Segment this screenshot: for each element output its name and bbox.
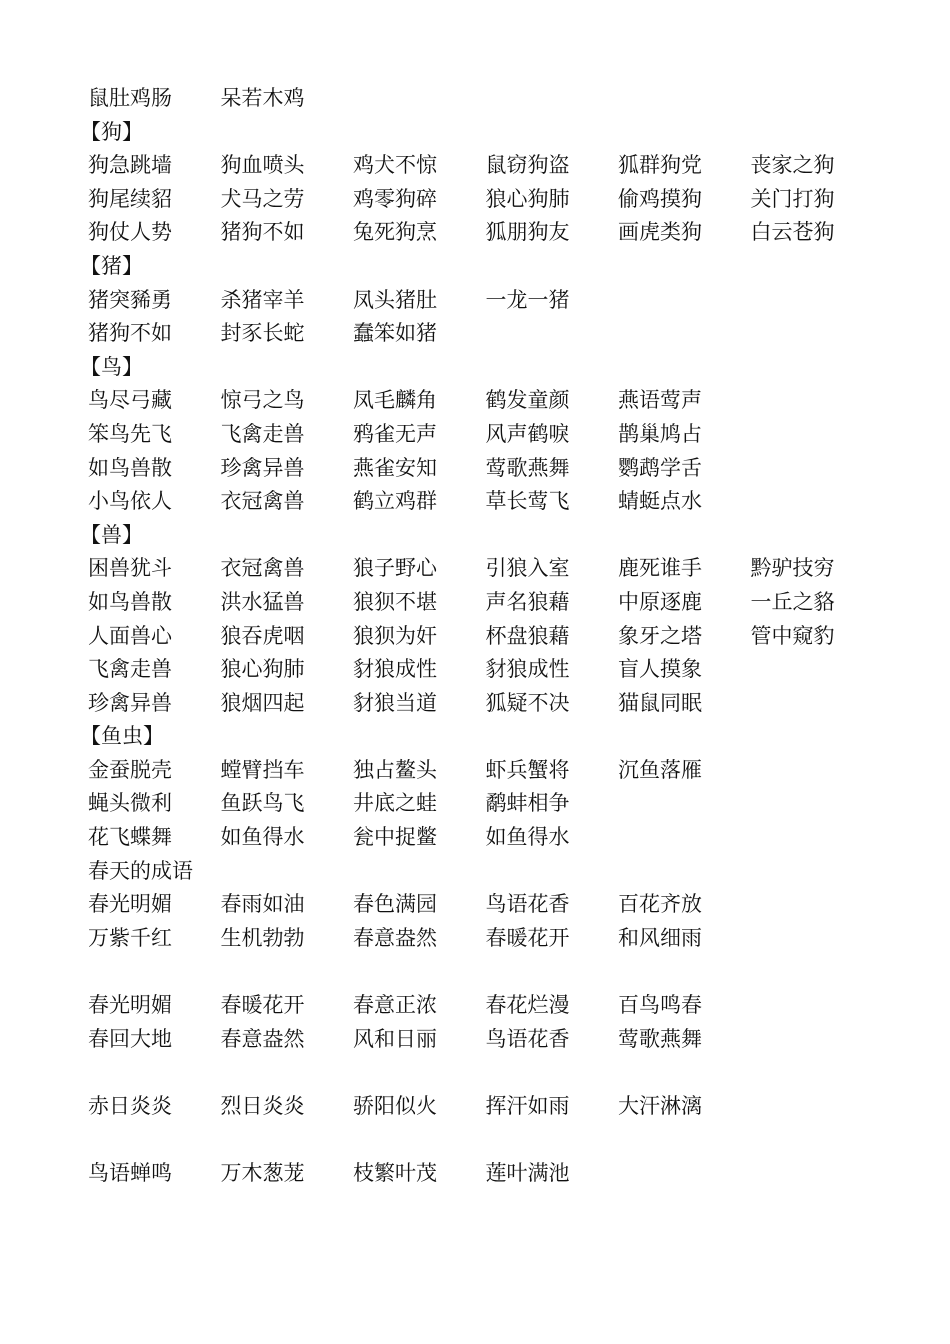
blank-line <box>88 955 888 989</box>
idiom: 白云苍狗 <box>750 220 835 245</box>
idiom: 猪狗不如 <box>88 321 172 346</box>
idiom: 如鸟兽散 <box>88 455 172 480</box>
idiom: 管中窥豹 <box>750 623 835 648</box>
idiom: 衣冠禽兽 <box>220 556 305 581</box>
section-heading-text: 【猪】 <box>80 253 143 278</box>
idiom: 人面兽心 <box>88 623 172 648</box>
idiom: 鱼跃鸟飞 <box>220 791 305 816</box>
idiom: 百鸟鸣春 <box>618 993 702 1018</box>
idiom-row <box>88 485 888 519</box>
idiom: 猪狗不如 <box>220 220 305 245</box>
idiom: 犬马之劳 <box>220 186 305 211</box>
idiom: 引狼入室 <box>485 556 570 581</box>
idiom: 丧家之狗 <box>750 153 835 178</box>
idiom: 珍禽异兽 <box>88 690 172 715</box>
idiom: 鸡零狗碎 <box>353 186 437 211</box>
blank-line <box>88 1056 888 1090</box>
idiom: 烈日炎炎 <box>220 1093 305 1118</box>
idiom: 凤毛麟角 <box>353 388 437 413</box>
idiom: 鼠窃狗盗 <box>485 153 570 178</box>
idiom: 花飞蝶舞 <box>88 825 172 850</box>
idiom: 草长莺飞 <box>485 489 570 514</box>
idiom: 金蚕脱壳 <box>88 757 172 782</box>
idiom: 瓮中捉鳖 <box>353 825 437 850</box>
idiom: 猪突豨勇 <box>88 287 172 312</box>
idiom-row <box>88 687 888 721</box>
idiom: 燕雀安知 <box>353 455 437 480</box>
idiom-row <box>88 552 888 586</box>
idiom-row <box>88 452 888 486</box>
idiom: 鸟语花香 <box>485 1026 570 1051</box>
idiom-row <box>88 855 888 889</box>
idiom: 鸟语花香 <box>485 892 570 917</box>
idiom: 春暖花开 <box>485 925 570 950</box>
idiom: 珍禽异兽 <box>220 455 305 480</box>
idiom: 小鸟依人 <box>88 489 172 514</box>
idiom-row <box>88 149 888 183</box>
idiom: 一丘之貉 <box>750 589 835 614</box>
idiom: 春回大地 <box>88 1026 172 1051</box>
idiom: 鸡犬不惊 <box>353 153 437 178</box>
idiom: 狼吞虎咽 <box>220 623 305 648</box>
idiom-row <box>88 1090 888 1124</box>
idiom: 如鱼得水 <box>485 825 570 850</box>
idiom: 鸦雀无声 <box>353 421 437 446</box>
idiom: 衣冠禽兽 <box>220 489 305 514</box>
idiom-row <box>88 183 888 217</box>
idiom-row <box>88 1023 888 1057</box>
idiom: 凤头猪肚 <box>353 287 437 312</box>
section-heading-text: 【鱼虫】 <box>80 724 164 749</box>
idiom: 鼠肚鸡肠 <box>88 86 172 110</box>
idiom: 沉鱼落雁 <box>618 757 702 782</box>
idiom: 黔驴技穷 <box>750 556 835 581</box>
idiom: 春光明媚 <box>88 993 172 1018</box>
idiom: 蜻蜓点水 <box>618 489 702 514</box>
idiom: 狼烟四起 <box>220 690 305 715</box>
idiom: 一龙一猪 <box>485 287 570 312</box>
section-heading <box>80 116 888 150</box>
idiom: 画虎类狗 <box>618 220 702 245</box>
section-heading <box>80 720 888 754</box>
idiom: 豺狼成性 <box>485 657 570 682</box>
idiom: 鹿死谁手 <box>618 556 702 581</box>
idiom-row <box>88 586 888 620</box>
idiom: 赤日炎炎 <box>88 1093 172 1118</box>
idiom: 封豕长蛇 <box>220 321 305 346</box>
idiom: 豺狼当道 <box>353 690 437 715</box>
idiom: 杀猪宰羊 <box>220 287 305 312</box>
idiom: 声名狼藉 <box>485 589 570 614</box>
idiom: 豺狼成性 <box>353 657 437 682</box>
idiom: 螳臂挡车 <box>220 757 305 782</box>
idiom: 杯盘狼藉 <box>485 623 570 648</box>
idiom: 鹬蚌相争 <box>485 791 570 816</box>
idiom: 象牙之塔 <box>618 623 702 648</box>
idiom: 春暖花开 <box>220 993 305 1018</box>
idiom: 莺歌燕舞 <box>618 1026 702 1051</box>
idiom: 和风细雨 <box>618 925 702 950</box>
idiom: 大汗淋漓 <box>618 1093 702 1118</box>
idiom: 笨鸟先飞 <box>88 421 172 446</box>
idiom: 洪水猛兽 <box>220 589 305 614</box>
idiom: 燕语莺声 <box>618 388 702 413</box>
idiom: 鸟尽弓藏 <box>88 388 172 413</box>
idiom: 猫鼠同眠 <box>618 690 702 715</box>
idiom: 偷鸡摸狗 <box>618 186 702 211</box>
idiom: 飞禽走兽 <box>220 421 305 446</box>
idiom-row <box>88 82 888 116</box>
idiom: 虾兵蟹将 <box>485 757 570 782</box>
idiom: 万木葱茏 <box>220 1161 305 1185</box>
section-heading <box>80 250 888 284</box>
idiom: 风声鹤唳 <box>485 421 570 446</box>
idiom: 狼狈不堪 <box>353 589 437 614</box>
idiom: 狼心狗肺 <box>485 186 570 211</box>
idiom-row <box>88 922 888 956</box>
section-heading <box>80 351 888 385</box>
idiom-row <box>88 821 888 855</box>
idiom: 挥汗如雨 <box>485 1093 570 1118</box>
idiom: 狼心狗肺 <box>220 657 305 682</box>
idiom: 狼狈为奸 <box>353 623 437 648</box>
idiom: 狗仗人势 <box>88 220 172 245</box>
idiom: 春花烂漫 <box>485 993 570 1018</box>
idiom: 关门打狗 <box>750 186 835 211</box>
idiom: 鹤发童颜 <box>485 388 570 413</box>
idiom: 百花齐放 <box>618 892 702 917</box>
idiom: 如鸟兽散 <box>88 589 172 614</box>
idiom: 春意盎然 <box>220 1026 305 1051</box>
section-heading-text: 【鸟】 <box>80 354 143 379</box>
idiom-row <box>88 653 888 687</box>
idiom: 狐疑不决 <box>485 690 570 715</box>
idiom-row <box>88 384 888 418</box>
idiom: 蝇头微利 <box>88 791 172 816</box>
idiom: 中原逐鹿 <box>618 589 702 614</box>
section-heading-text: 【兽】 <box>80 522 143 547</box>
idiom: 春色满园 <box>353 892 437 917</box>
idiom: 狐群狗党 <box>618 153 702 178</box>
idiom: 蠢笨如猪 <box>353 321 437 346</box>
idiom: 鹤立鸡群 <box>353 489 437 514</box>
blank-line <box>88 1123 888 1157</box>
idiom: 鸟语蝉鸣 <box>88 1161 172 1185</box>
idiom: 春雨如油 <box>220 892 305 917</box>
idiom-row <box>88 620 888 654</box>
idiom: 春光明媚 <box>88 892 172 917</box>
idiom: 骄阳似火 <box>353 1093 437 1118</box>
idiom: 鹦鹉学舌 <box>618 455 702 480</box>
idiom: 春意正浓 <box>353 993 437 1018</box>
idiom: 独占鳌头 <box>353 757 437 782</box>
idiom: 困兽犹斗 <box>88 556 172 581</box>
section-heading <box>80 519 888 553</box>
idiom: 狗血喷头 <box>220 153 305 178</box>
idiom: 生机勃勃 <box>220 925 305 950</box>
idiom-row <box>88 754 888 788</box>
idiom: 鹊巢鸠占 <box>618 421 702 446</box>
idiom: 莲叶满池 <box>485 1161 570 1185</box>
idiom-row <box>88 418 888 452</box>
idiom: 枝繁叶茂 <box>353 1161 437 1185</box>
document-body <box>80 82 888 1191</box>
idiom: 春意盎然 <box>353 925 437 950</box>
idiom: 如鱼得水 <box>220 825 305 850</box>
idiom-row <box>88 216 888 250</box>
idiom: 万紫千红 <box>88 925 172 950</box>
idiom: 狗急跳墙 <box>88 153 172 178</box>
idiom-row <box>88 317 888 351</box>
idiom: 飞禽走兽 <box>88 657 172 682</box>
idiom: 风和日丽 <box>353 1026 437 1051</box>
idiom: 狼子野心 <box>353 556 437 581</box>
idiom-row <box>88 1157 888 1191</box>
idiom: 井底之蛙 <box>353 791 437 816</box>
idiom: 盲人摸象 <box>618 657 702 682</box>
idiom: 春天的成语 <box>88 858 193 883</box>
idiom: 狐朋狗友 <box>485 220 570 245</box>
idiom: 惊弓之鸟 <box>220 388 305 413</box>
idiom: 莺歌燕舞 <box>485 455 570 480</box>
idiom-row <box>88 284 888 318</box>
idiom-row <box>88 888 888 922</box>
idiom: 呆若木鸡 <box>220 86 305 110</box>
idiom: 狗尾续貂 <box>88 186 172 211</box>
idiom-row <box>88 989 888 1023</box>
idiom-row <box>88 787 888 821</box>
idiom: 兔死狗烹 <box>353 220 437 245</box>
section-heading-text: 【狗】 <box>80 119 143 144</box>
